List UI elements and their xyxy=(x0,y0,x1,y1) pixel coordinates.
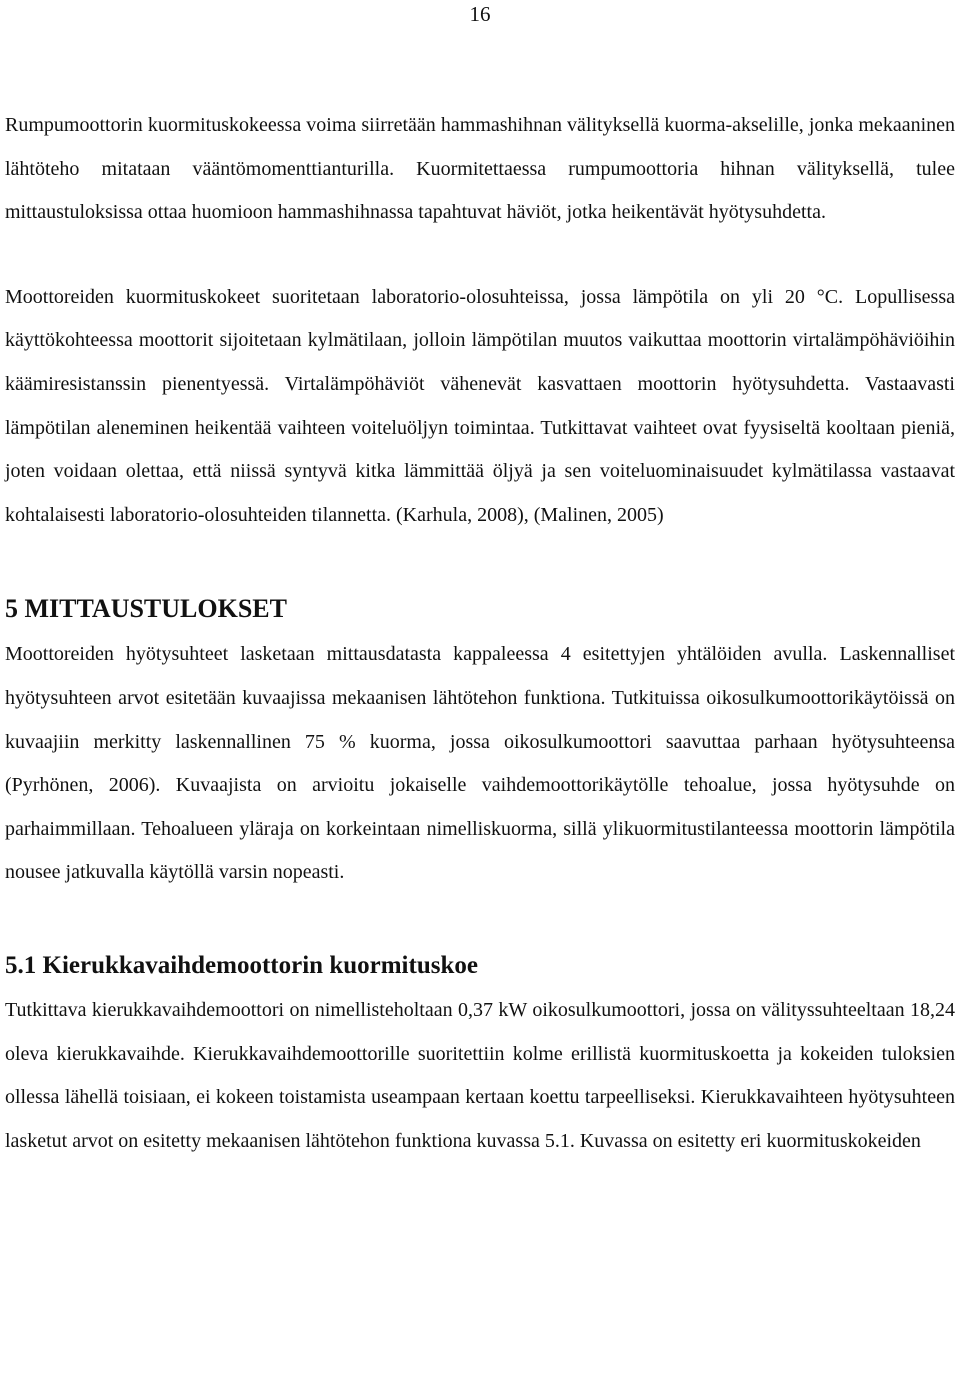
paragraph-laboratory-conditions: Moottoreiden kuormituskokeet suoritetaan laboratorio-olosuhteissa, jossa lämpötila on yli 20 °C. Lopullisessa käyttökohteessa moottorit sijoitetaan kylmätilaan, jolloin lämpötilan muutos vaikuttaa moottorin virtalämpöhäviöihin käämiresistanssin pienentyessä. Virtalämpöhäviöt vähenevät kasvattaen moottorin hyötysuhdetta. Vastaavasti lämpötilan aleneminen heikentää vaihteen voiteluöljyn toimintaa. Tutkittavat vaihteet ovat fyysiseltä kooltaan pieniä, joten voidaan olettaa, että niissä syntyvä kitka lämmittää öljyä ja sen voiteluominaisuudet kylmätilassa vastaavat kohtalaisesti laboratorio-olosuhteiden tilannetta. (Karhula, 2008), (Malinen, 2005) xyxy=(5,285,955,526)
document-body xyxy=(5,104,955,1163)
paragraph-efficiency-calculation: Moottoreiden hyötysuhteet lasketaan mittausdatasta kappaleessa 4 esitettyjen yhtälöiden avulla. Laskennalliset hyötysuhteen arvot esitetään kuvaajissa mekaanisen lähtötehon funktiona. Tutkituissa oikosulkumoottorikäytöissä on kuvaajiin merkitty laskennallinen 75 % kuorma, jossa oikosulkumoottori saavuttaa parhaan hyötysuhteensa (Pyrhönen, 2006). Kuvaajista on arvioitu jokaiselle vaihdemoottorikäytölle tehoalue, jossa hyötysuhde on parhaimmillaan. Tehoalueen yläraja on korkeintaan nimelliskuorma, sillä ylikuormitustilanteessa moottorin lämpötila nousee jatkuvalla käytöllä varsin nopeasti. xyxy=(5,643,955,884)
paragraph-drum-motor-load-test: Rumpumoottorin kuormituskokeessa voima siirretään hammashihnan välityksellä kuorma-akselille, jonka mekaaninen lähtöteho mitataan vääntömomenttianturilla. Kuormitettaessa rumpumoottoria hihnan välityksellä, tulee mittaustuloksissa ottaa huomioon hammashihnassa tapahtuvat häviöt, jotka heikentävät hyötysuhdetta. xyxy=(5,114,955,224)
section-heading-measurement-results: 5 MITTAUSTULOKSET xyxy=(5,594,287,624)
paragraph-worm-gear-motor-test: Tutkittava kierukkavaihdemoottori on nimellisteholtaan 0,37 kW oikosulkumoottori, jossa on välityssuhteeltaan 18,24 oleva kierukkavaihde. Kierukkavaihdemoottorille suoritettiin kolme erillistä kuormituskoetta ja kokeiden tuloksien ollessa lähellä toisiaan, ei kokeen toistamista useampaan kertaan koettu tarpeelliseksi. Kierukkavaihteen hyötysuhteen lasketut arvot on esitetty mekaanisen lähtötehon funktiona kuvassa 5.1. Kuvassa on esitetty eri kuormituskokeiden xyxy=(5,998,955,1152)
page-number: 16 xyxy=(469,2,491,26)
subsection-heading-worm-gear-motor: 5.1 Kierukkavaihdemoottorin kuormituskoe xyxy=(5,951,478,979)
